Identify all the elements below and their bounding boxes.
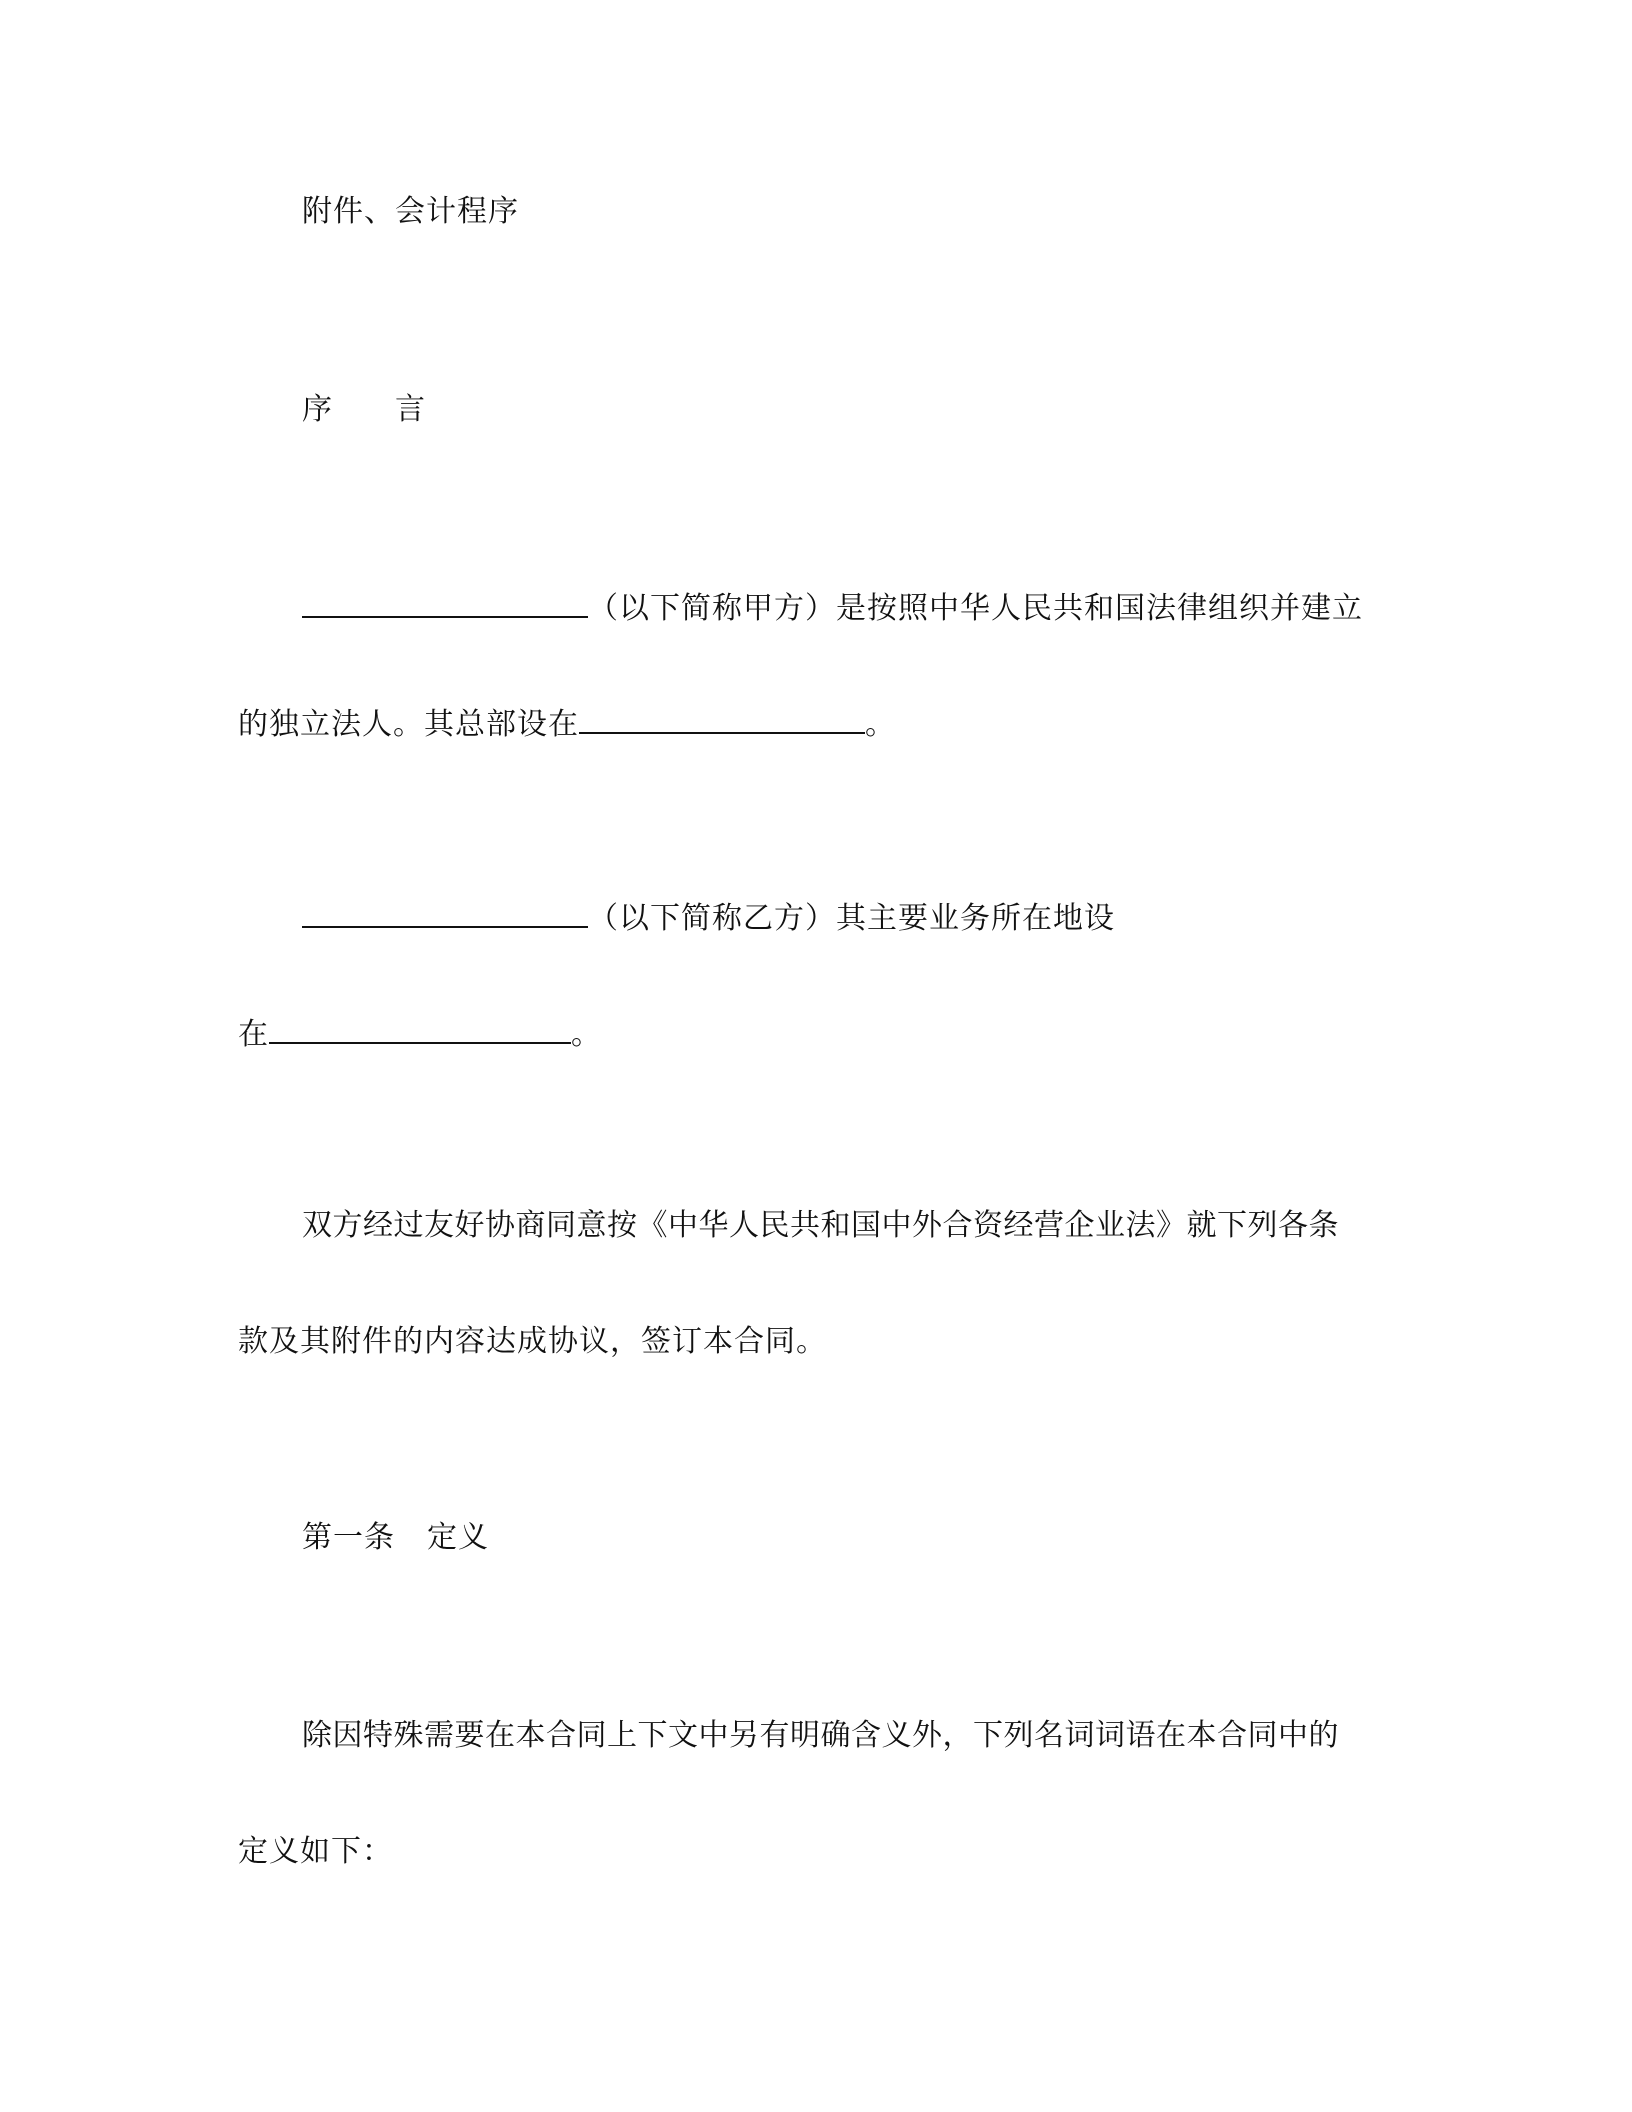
preface-word-2: 言 [395, 392, 426, 427]
party-a-line-1 [302, 586, 1363, 629]
party-a-hq-blank [579, 702, 865, 734]
agreement-line-1 [302, 1206, 1339, 1246]
article-1-title: 定义 [427, 1520, 489, 1555]
party-b-line-2-suffix: 。 [571, 1017, 602, 1052]
party-b-name-blank [302, 896, 588, 928]
definition-intro-line-1 [302, 1716, 1339, 1756]
appendix-heading-text: 附件、会计程序 [302, 194, 519, 229]
party-b-line-1-text: （以下简称乙方）其主要业务所在地设 [588, 901, 1115, 936]
party-b-line-1 [302, 896, 1115, 939]
preface-word-1: 序 [302, 392, 333, 427]
definition-intro-line-1-text: 除因特殊需要在本合同上下文中另有明确含义外，下列名词词语在本合同中的 [302, 1718, 1339, 1753]
preface-heading [302, 390, 426, 430]
party-a-line-2 [238, 702, 896, 745]
appendix-heading [302, 192, 519, 232]
agreement-line-2 [238, 1322, 827, 1362]
definition-intro-line-2-text: 定义如下： [238, 1834, 393, 1869]
party-a-line-1-text: （以下简称甲方）是按照中华人民共和国法律组织并建立 [588, 591, 1363, 626]
party-a-line-2-prefix: 的独立法人。其总部设在 [238, 707, 579, 742]
party-a-line-2-suffix: 。 [865, 707, 896, 742]
agreement-line-2-text: 款及其附件的内容达成协议，签订本合同。 [238, 1324, 827, 1359]
agreement-line-1-text: 双方经过友好协商同意按《中华人民共和国中外合资经营企业法》就下列各条 [302, 1208, 1339, 1243]
party-b-location-blank [269, 1012, 571, 1044]
definition-intro-line-2 [238, 1832, 393, 1872]
party-b-line-2 [238, 1012, 602, 1055]
party-b-line-2-prefix: 在 [238, 1017, 269, 1052]
article-1-number: 第一条 [302, 1520, 395, 1555]
article-1-heading [302, 1518, 489, 1558]
party-a-name-blank [302, 586, 588, 618]
